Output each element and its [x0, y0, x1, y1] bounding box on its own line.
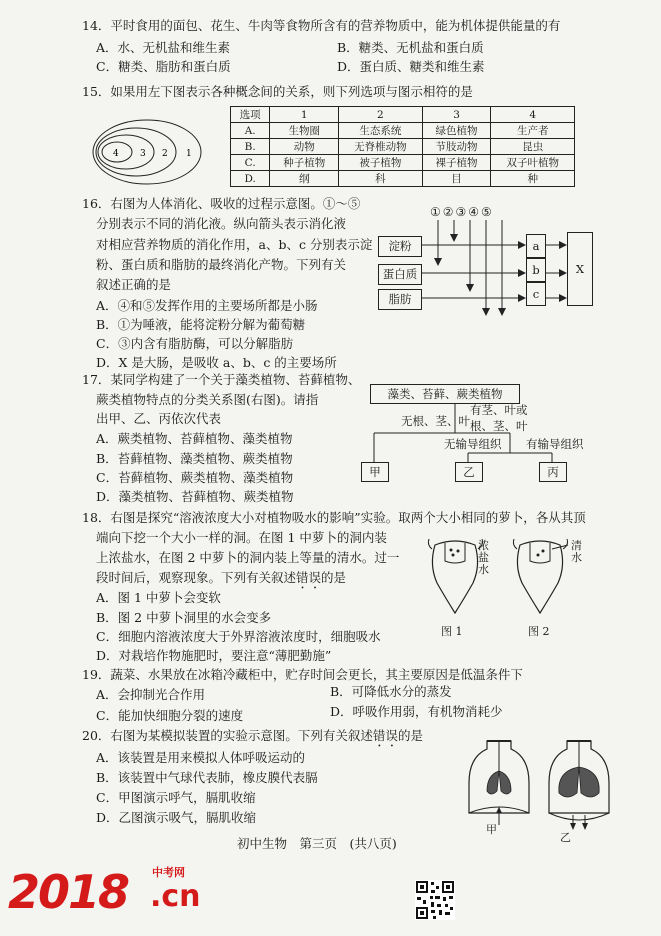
table-cell: 昆虫 [491, 139, 575, 155]
table-cell: D. [231, 171, 270, 187]
circle-label-3: 3 [140, 149, 146, 159]
has-stem-leaf-label-2: 根、茎、叶 [470, 419, 528, 433]
q20-stem-text: 20．右图为某模拟装置的实验示意图。下列有关叙述 [82, 728, 373, 743]
q16-stem-line-4: 粉、蛋白质和脂肪的最终消化产物。下列有关 [96, 257, 347, 272]
site-logo: 2018 [8, 865, 129, 919]
nutrient-fat: 脂肪 [378, 289, 422, 310]
figure-yi-caption: 乙 [560, 831, 571, 844]
q15-options-table [230, 106, 575, 187]
table-header-cell: 4 [491, 107, 575, 123]
q17-stem-line-2: 蕨类植物特点的分类关系图(右图)。请指 [96, 392, 319, 407]
organ-x: X [567, 232, 593, 306]
q19-option-b: B．可降低水分的蒸发 [330, 684, 452, 699]
bell-jar-model-jia [465, 735, 535, 830]
q15-concept-circles [92, 116, 212, 186]
table-row [231, 139, 575, 155]
q17-option-c: C．苔藓植物、蕨类植物、藻类植物 [96, 470, 294, 485]
product-b: b [526, 258, 546, 282]
table-header-cell: 1 [270, 107, 339, 123]
q17-option-a: A．蕨类植物、苔藓植物、藻类植物 [96, 431, 293, 446]
group-jia: 甲 [361, 462, 389, 482]
bell-jar-model-yi [545, 735, 615, 830]
nutrient-starch: 淀粉 [378, 236, 422, 257]
q20-option-a: A．该装置是用来模拟人体呼吸运动的 [96, 750, 306, 765]
q17-stem-line-3: 出甲、乙、丙依次代表 [96, 411, 222, 426]
group-bing: 丙 [539, 462, 567, 482]
q18-emphasis-wrong: 错误 [296, 570, 322, 585]
q16-option-a: A．④和⑤发挥作用的主要场所都是小肠 [96, 298, 318, 313]
q19-stem: 19．蔬菜、水果放在冰箱冷藏柜中，贮存时间会更长，其主要原因是低温条件下 [82, 667, 523, 682]
table-cell: 节肢动物 [422, 139, 491, 155]
table-row [231, 155, 575, 171]
circle-label-2: 2 [162, 149, 168, 159]
site-logo-domain: .cn [150, 879, 201, 914]
table-cell: 目 [422, 171, 491, 187]
q17-option-b: B．苔藓植物、藻类植物、蕨类植物 [96, 451, 293, 466]
product-a: a [526, 234, 546, 258]
q18-stem-line-2: 端向下挖一个大小一样的洞。在图 1 中萝卜的洞内装 [96, 530, 387, 545]
table-cell: 无脊椎动物 [339, 139, 423, 155]
q16-option-d: D．X 是大肠，是吸收 a、b、c 的主要场所 [96, 355, 337, 370]
table-cell: 生物圈 [270, 123, 339, 139]
site-logo-subtitle: 中考网 [152, 866, 185, 879]
q20-stem [82, 728, 423, 750]
table-cell: 纲 [270, 171, 339, 187]
q14-option-d: D．蛋白质、糖类和维生素 [337, 59, 485, 74]
q17-stem-line-1: 17．某同学构建了一个关于藻类植物、苔藓植物、 [82, 372, 361, 387]
q18-option-d: D．对栽培作物施肥时，要注意“薄肥勤施” [96, 648, 332, 663]
q18-stem-end: 的是 [321, 570, 347, 585]
plant-groups-box: 藻类、苔藓、蕨类植物 [370, 384, 520, 404]
radish-figure-2 [512, 535, 572, 615]
q18-option-a: A．图 1 中萝卜会变软 [96, 590, 221, 605]
table-header-row [231, 107, 575, 123]
q14-stem: 14．平时食用的面包、花生、牛肉等食物所含有的营养物质中，能为机体提供能量的有 [82, 18, 561, 33]
q20-option-d: D．乙图演示吸气，膈肌收缩 [96, 810, 257, 825]
q18-stem-text: 段时间后，观察现象。下列有关叙述 [96, 570, 297, 585]
q18-stem-line-4 [96, 570, 346, 592]
no-vascular-tissue-label: 无输导组织 [444, 437, 502, 451]
q16-stem-line-3: 对相应营养物质的消化作用，a、b、c 分别表示淀 [96, 237, 373, 252]
q16-option-c: C．③内含有脂肪酶，可以分解脂肪 [96, 336, 294, 351]
q20-option-b: B．该装置中气球代表肺，橡皮膜代表膈 [96, 770, 318, 785]
q19-option-d: D．呼吸作用弱，有机物消耗少 [330, 704, 503, 719]
q19-option-a: A．会抑制光合作用 [96, 687, 206, 702]
table-cell: 生产者 [491, 123, 575, 139]
table-row [231, 123, 575, 139]
q20-stem-end: 的是 [397, 728, 423, 743]
table-cell: B. [231, 139, 270, 155]
table-header-cell: 2 [339, 107, 423, 123]
group-yi: 乙 [455, 462, 483, 482]
table-row [231, 171, 575, 187]
q14-option-a: A．水、无机盐和维生素 [96, 40, 231, 55]
q20-emphasis-wrong: 错误 [372, 728, 398, 743]
q20-option-c: C．甲图演示呼气，膈肌收缩 [96, 790, 256, 805]
q17-option-d: D．藻类植物、苔藓植物、蕨类植物 [96, 489, 294, 504]
digestive-juice-labels: ①②③④⑤ [430, 205, 494, 219]
q14-option-c: C．糖类、脂肪和蛋白质 [96, 59, 231, 74]
q18-option-b: B．图 2 中萝卜洞里的水会变多 [96, 610, 272, 625]
nutrient-protein: 蛋白质 [378, 264, 422, 285]
table-cell: 绿色植物 [422, 123, 491, 139]
q16-stem-line-5: 叙述正确的是 [96, 277, 172, 292]
table-cell: 种 [491, 171, 575, 187]
table-header-cell: 3 [422, 107, 491, 123]
q16-option-b: B．①为唾液，能将淀粉分解为葡萄糖 [96, 317, 306, 332]
product-c: c [526, 282, 546, 306]
q15-stem: 15．如果用左下图表示各种概念间的关系，则下列选项与图示相符的是 [82, 84, 473, 99]
no-root-stem-leaf-label: 无根、茎、叶 [401, 414, 470, 428]
circle-label-1: 1 [186, 149, 192, 159]
q14-option-b: B．糖类、无机盐和蛋白质 [337, 40, 484, 55]
figure-1-caption: 图 1 [441, 625, 463, 638]
table-cell: A. [231, 123, 270, 139]
qr-code-icon [415, 880, 455, 920]
table-cell: C. [231, 155, 270, 171]
has-vascular-tissue-label: 有输导组织 [526, 437, 584, 451]
table-cell: 生态系统 [339, 123, 423, 139]
q19-option-c: C．能加快细胞分裂的速度 [96, 708, 244, 723]
table-cell: 裸子植物 [422, 155, 491, 171]
q18-option-c: C．细胞内溶液浓度大于外界溶液浓度时，细胞吸水 [96, 629, 381, 644]
circle-label-4: 4 [113, 149, 119, 159]
table-cell: 被子植物 [339, 155, 423, 171]
table-cell: 双子叶植物 [491, 155, 575, 171]
has-stem-leaf-label-1: 有茎、叶或 [470, 403, 528, 417]
table-cell: 种子植物 [270, 155, 339, 171]
page-footer: 初中生物 第三页 (共八页) [237, 836, 397, 851]
figure-2-caption: 图 2 [528, 625, 550, 638]
concentrated-salt-water-label: 浓盐水 [478, 539, 489, 576]
table-cell: 科 [339, 171, 423, 187]
table-header-cell: 选项 [231, 107, 270, 123]
q18-stem-line-1: 18．右图是探究“溶液浓度大小对植物吸水的影响”实验。取两个大小相同的萝卜，各从其顶 [82, 510, 586, 525]
q16-stem-line-1: 16．右图为人体消化、吸收的过程示意图。①～⑤ [82, 196, 361, 211]
clear-water-label: 清水 [571, 539, 582, 564]
q18-stem-line-3: 上浓盐水，在图 2 中萝卜的洞内装上等量的清水。过一 [96, 550, 400, 565]
q16-stem-line-2: 分别表示不同的消化液。纵向箭头表示消化液 [96, 216, 347, 231]
figure-jia-caption: 甲 [486, 823, 497, 836]
table-cell: 动物 [270, 139, 339, 155]
